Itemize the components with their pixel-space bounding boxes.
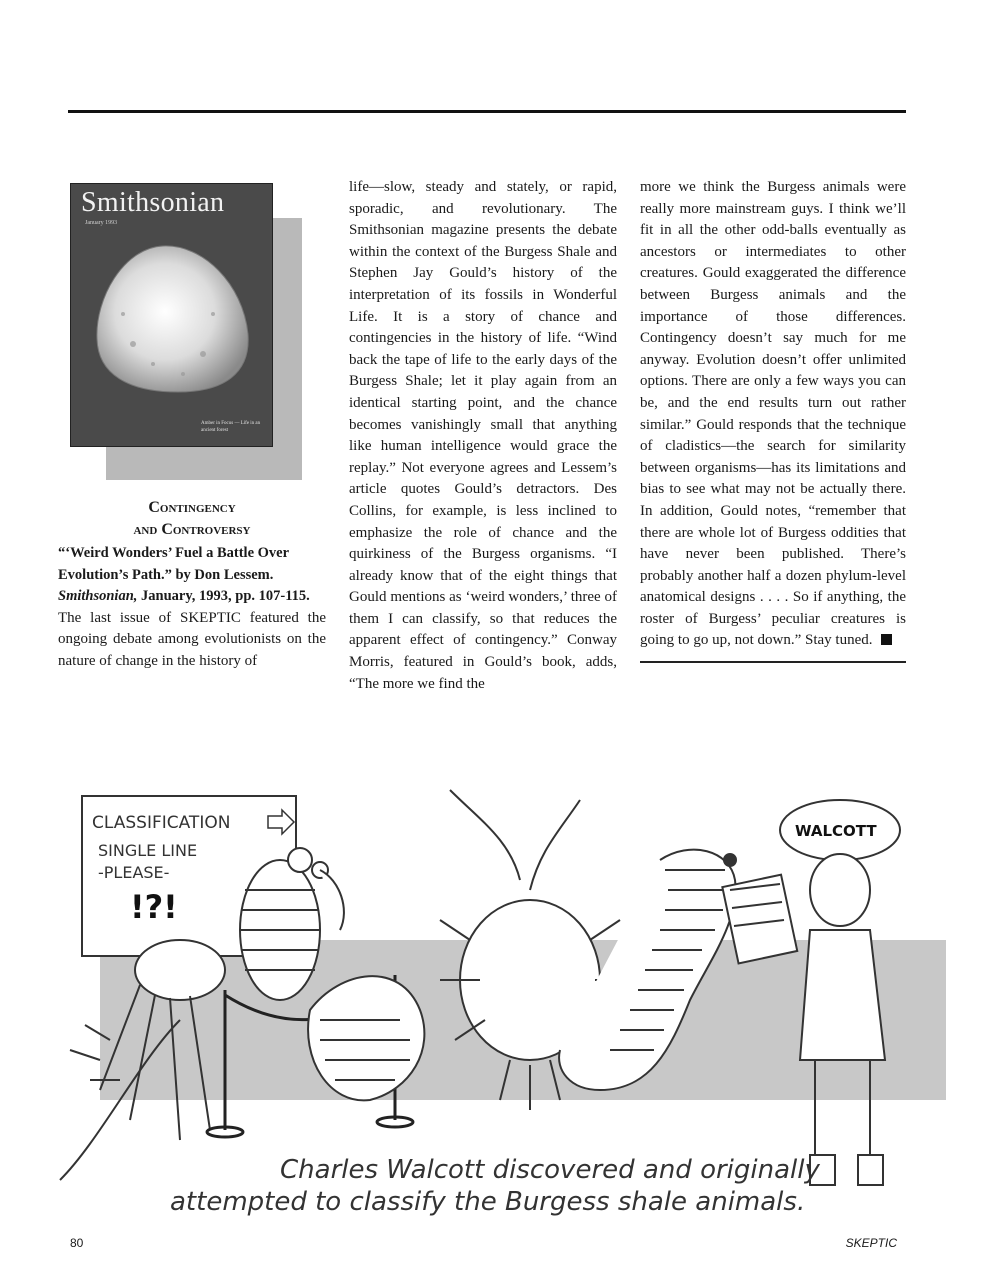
right-column-body: more we think the Burgess animals were really more mainstream guys. I think we’ll fit in all the other odd-balls eventually as ancestors or intermediates to other creatures. Gould exaggerated the difference between Burgess animals and the importance of those differences. Contingency doesn’t say much for me anyway. Evolution doesn’t offer unlimited options. There are only a few ways you can be, and the end results turn out rather similar.” Gould responds that the technique of cladistics—the search for similarity between organisms—has its limitations and bias to see what may not be actually there. In addition, Gould notes, “remember that there are whole lot of Burgess oddities that have never been published. There’s probably another half a dozen phylum-level anatomical designs . . . . So if anything, the roster of Burgess’ peculiar creatures is going to go up, not down.” Stay tuned. <box>640 179 906 649</box>
cartoon-illustration <box>40 760 946 1220</box>
cover-title: Smithsonian <box>81 187 225 218</box>
cartoon-caption-line2: attempted to classify the Burgess shale animals. <box>170 1187 806 1217</box>
end-rule <box>640 661 906 663</box>
top-rule <box>68 110 906 113</box>
left-column <box>58 497 326 672</box>
amber-stone-icon <box>93 244 253 394</box>
middle-column <box>349 177 617 695</box>
heading-line1: Contingency <box>148 499 236 516</box>
right-column-text <box>640 177 906 652</box>
intro-paragraph: The last issue of SKEPTIC featured the ongoing debate among evolutionists on the nature of change in the history of <box>58 609 326 669</box>
citation-quote: “‘Weird Wonders’ Fuel a Battle Over Evolution’s Path.” by Don Lessem. <box>58 545 289 583</box>
page-number: 80 <box>70 1236 84 1250</box>
magazine-cover <box>70 183 273 447</box>
heading-line2: and Controversy <box>133 521 251 538</box>
right-column <box>640 177 906 652</box>
cover-caption: Amber in Focus — Life in an ancient forest <box>201 421 261 433</box>
magazine-name: SKEPTIC <box>845 1236 897 1250</box>
citation <box>58 543 326 608</box>
cartoon-caption-line1: Charles Walcott discovered and originally <box>280 1155 820 1185</box>
creature-left <box>60 940 225 1180</box>
middle-column-text: life—slow, steady and stately, or rapid, sporadic, and revolutionary. The Smithsonian magazine presents the debate within the context of the Burgess Shale and Stephen Jay Gould’s history of the interpretation of its fossils in Wonderful Life. It is a story of chance and contingencies in the history of life. “Wind back the tape of life to the early days of the Burgess Shale; let it play again from an identical starting point, and the chance becomes vanishingly small that anything like human intelligence would grace the replay.” Not everyone agrees and Lessem’s article quotes Gould’s detractors. Des Collins, for example, is less inclined to emphasize the role of chance and the quirkiness of the Burgess organisms. “I already know that of the eight things that Gould mentions as ‘weird wonders,’ three of them I can classify, so that reduces the apparent effect of contingency.” Conway Morris, featured in Gould’s book, adds, “The more we find the <box>349 179 617 692</box>
section-heading <box>58 497 326 541</box>
sign-line2: SINGLE LINE <box>98 841 198 860</box>
exclaim-marks: !?! <box>130 888 178 926</box>
hat-text: WALCOTT <box>795 822 877 840</box>
citation-publication: Smithsonian, <box>58 588 138 604</box>
sign-line1: CLASSIFICATION <box>92 813 231 833</box>
citation-details: January, 1993, pp. 107-115. <box>137 588 310 604</box>
cover-date: January 1993 <box>85 220 118 226</box>
sign-line3: -PLEASE- <box>98 863 170 882</box>
end-mark-icon <box>881 634 892 645</box>
